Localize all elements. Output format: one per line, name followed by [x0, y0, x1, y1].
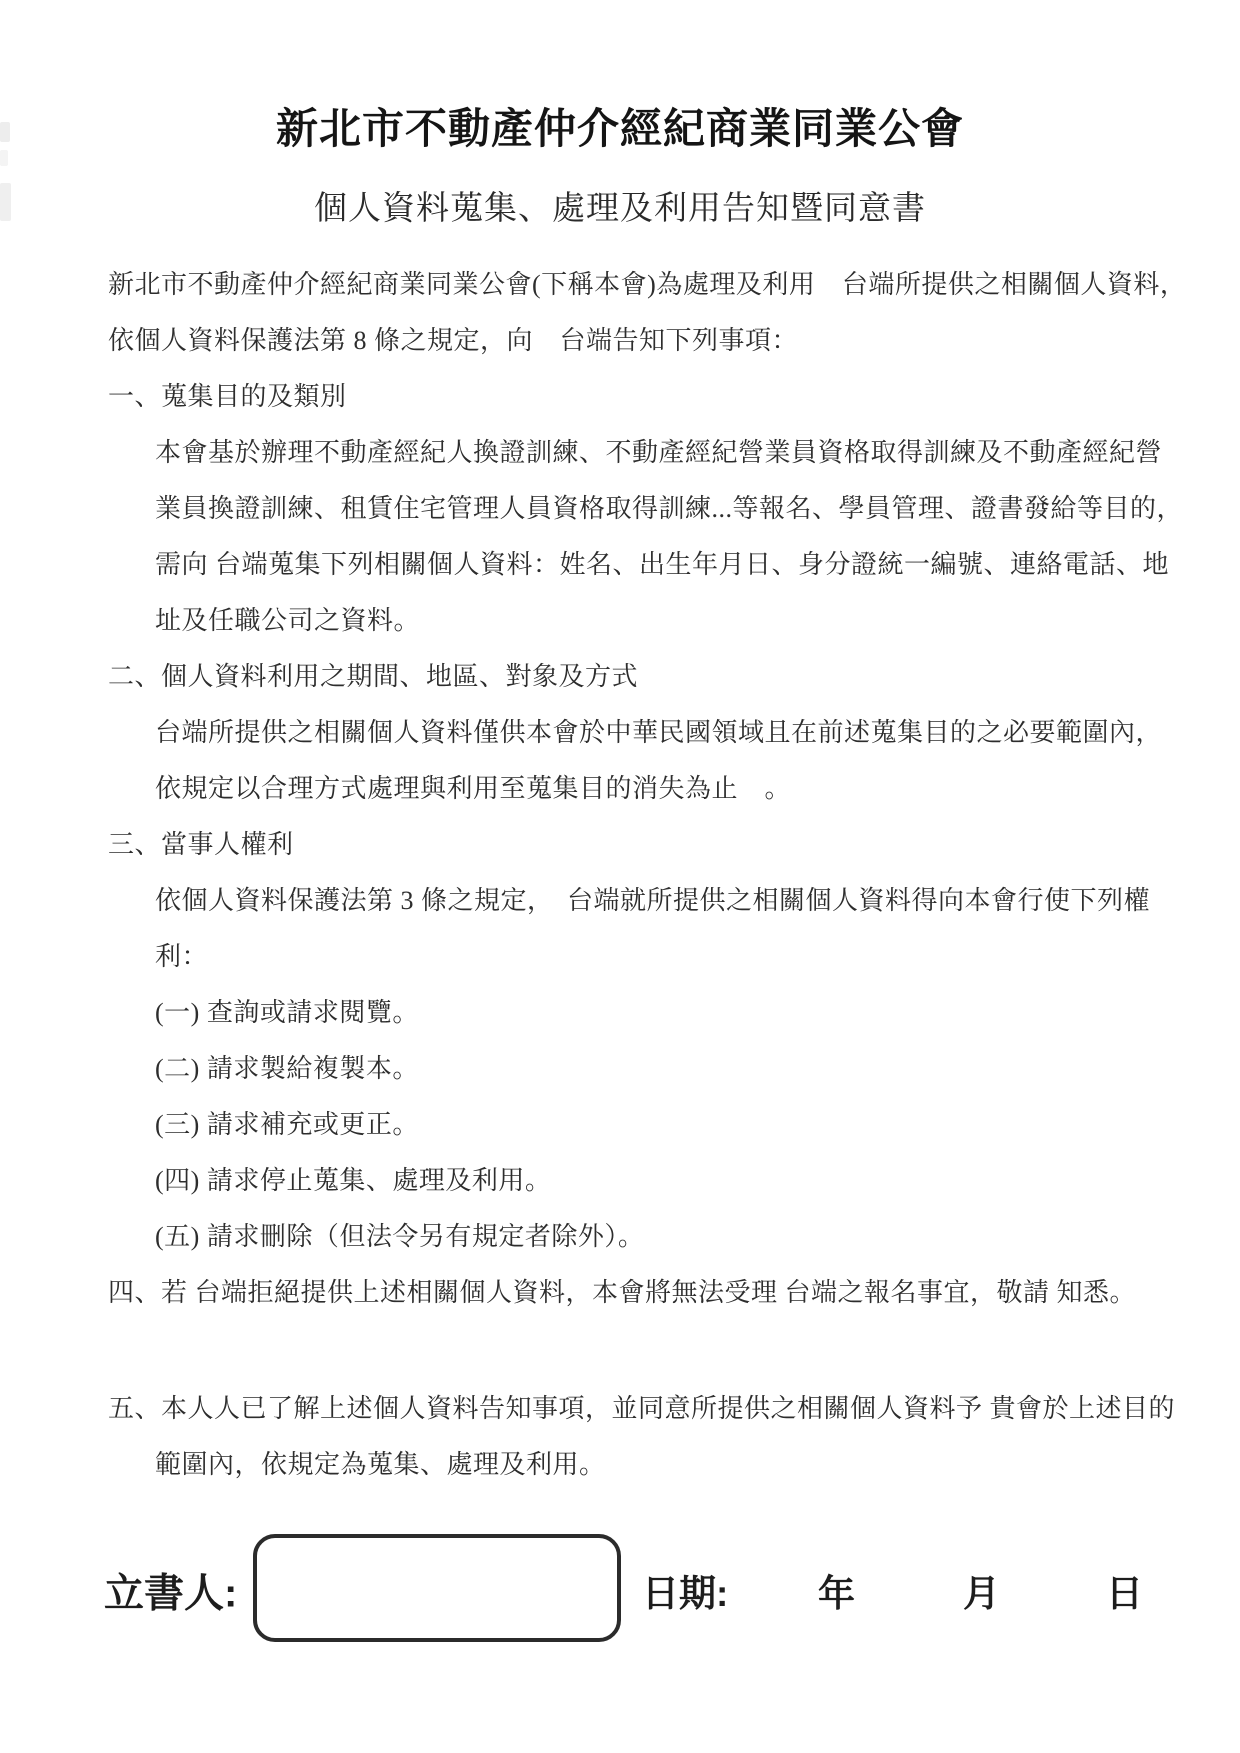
- section5-line: 五、本人人已了解上述個人資料告知事項，並同意所提供之相關個人資料予 貴會於上述目的: [108, 1394, 1176, 1423]
- section1-line: 需向 台端蒐集下列相關個人資料：姓名、出生年月日、身分證統一編號、連絡電話、地: [155, 550, 1170, 579]
- rights-item: (二) 請求製給複製本。: [155, 1054, 419, 1083]
- rights-item: (五) 請求刪除（但法令另有規定者除外）。: [155, 1222, 645, 1251]
- document-body: [0, 257, 1240, 1493]
- section2-heading: 二、個人資料利用之期間、地區、對象及方式: [108, 662, 639, 691]
- signer-name-box[interactable]: [253, 1534, 621, 1642]
- day-label: 日: [1106, 1573, 1143, 1614]
- section2-line: 台端所提供之相關個人資料僅供本會於中華民國領域且在前述蒐集目的之必要範圍內，: [155, 718, 1163, 747]
- page-title: 新北市不動產仲介經紀商業同業公會: [275, 105, 964, 152]
- month-label: 月: [963, 1573, 1000, 1614]
- section1-line: 址及任職公司之資料。: [155, 606, 421, 635]
- intro-line: 新北市不動產仲介經紀商業同業公會(下稱本會)為處理及利用 台端所提供之相關個人資料，: [108, 270, 1187, 299]
- section3-line: 依個人資料保護法第 3 條之規定， 台端就所提供之相關個人資料得向本會行使下列權: [155, 886, 1151, 915]
- signer-label: 立書人:: [104, 1571, 238, 1616]
- section1-heading: 一、蒐集目的及類別: [108, 382, 347, 411]
- section1-line: 業員換證訓練、租賃住宅管理人員資格取得訓練...等報名、學員管理、證書發給等目的，: [155, 494, 1184, 523]
- signature-section: [0, 1534, 1240, 1646]
- intro-line: 依個人資料保護法第 8 條之規定，向 台端告知下列事項：: [108, 326, 799, 355]
- date-label: 日期:: [642, 1573, 729, 1614]
- section3-line: 利：: [155, 942, 209, 971]
- section3-heading: 三、當事人權利: [108, 830, 294, 859]
- blank-line: [0, 1321, 1240, 1381]
- page-subtitle: 個人資料蒐集、處理及利用告知暨同意書: [314, 191, 926, 227]
- section4-heading: 四、若 台端拒絕提供上述相關個人資料，本會將無法受理 台端之報名事宜，敬請 知悉。: [108, 1278, 1137, 1307]
- rights-item: (一) 查詢或請求閱覽。: [155, 998, 419, 1027]
- section5-line: 範圍內，依規定為蒐集、處理及利用。: [155, 1450, 606, 1479]
- section1-line: 本會基於辦理不動產經紀人換證訓練、不動產經紀營業員資格取得訓練及不動產經紀營: [155, 438, 1163, 467]
- section2-line: 依規定以合理方式處理與利用至蒐集目的消失為止 。: [155, 774, 792, 803]
- year-label: 年: [818, 1573, 855, 1614]
- rights-item: (四) 請求停止蒐集、處理及利用。: [155, 1166, 552, 1195]
- rights-item: (三) 請求補充或更正。: [155, 1110, 419, 1139]
